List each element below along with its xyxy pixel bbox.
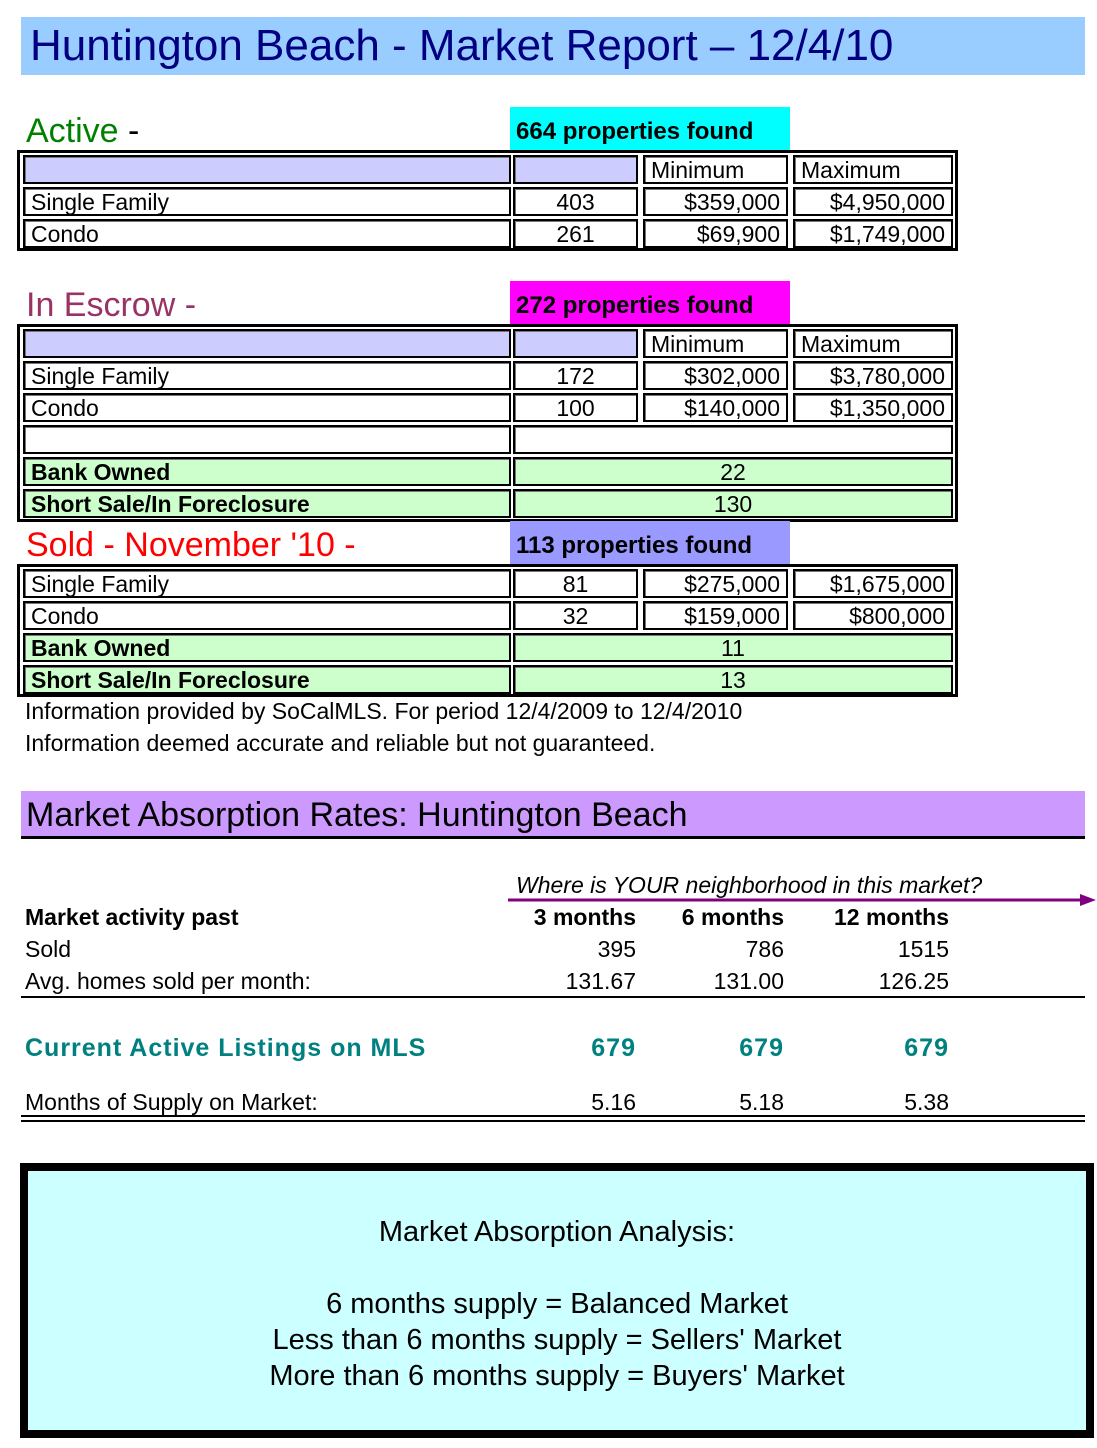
sold-label: Sold	[25, 936, 72, 962]
escrow-table	[17, 324, 958, 522]
bank-owned-label: Bank Owned	[23, 457, 511, 486]
row-count: 172	[513, 361, 638, 390]
short-sale-label: Short Sale/In Foreclosure	[23, 489, 511, 518]
page-title: Huntington Beach - Market Report – 12/4/10	[30, 21, 894, 70]
row-type: Condo	[23, 219, 511, 248]
analysis-line: Less than 6 months supply = Sellers' Market	[272, 1324, 842, 1356]
header-count-cell	[513, 329, 638, 358]
row-count: 32	[513, 601, 638, 630]
avg-label: Avg. homes sold per month:	[25, 968, 311, 994]
bank-owned-label: Bank Owned	[23, 633, 511, 662]
analysis-line: More than 6 months supply = Buyers' Market	[269, 1360, 845, 1392]
header-type-cell	[23, 155, 511, 184]
row-min: $159,000	[643, 601, 788, 630]
sold-3-months: 395	[597, 936, 636, 962]
row-type: Single Family	[23, 187, 511, 216]
avg-6-months: 131.00	[713, 968, 784, 994]
header-maximum: Maximum	[793, 329, 953, 358]
supply-6-months: 5.18	[739, 1089, 784, 1115]
supply-label: Months of Supply on Market:	[25, 1089, 318, 1115]
header-maximum: Maximum	[793, 155, 953, 184]
active-label: Active	[26, 112, 119, 150]
row-count: 100	[513, 393, 638, 422]
row-max: $4,950,000	[793, 187, 953, 216]
analysis-box	[20, 1163, 1094, 1438]
header-count-cell	[513, 155, 638, 184]
source-note: Information provided by SoCalMLS. For period 12/4/2009 to 12/4/2010	[25, 698, 743, 724]
activity-label: Market activity past	[25, 904, 239, 930]
row-max: $1,350,000	[793, 393, 953, 422]
supply-3-months: 5.16	[591, 1089, 636, 1115]
short-sale-value: 13	[513, 665, 953, 694]
row-min: $275,000	[643, 569, 788, 598]
blank-cell	[513, 425, 953, 454]
row-count: 403	[513, 187, 638, 216]
row-min: $302,000	[643, 361, 788, 390]
divider	[21, 996, 1085, 998]
active-table	[17, 150, 958, 251]
disclaimer-note: Information deemed accurate and reliable but not guaranteed.	[25, 730, 656, 756]
escrow-section-label: In Escrow -	[26, 286, 197, 324]
sold-section-label: Sold - November '10 -	[26, 526, 356, 564]
active-found-badge: 664 properties found	[510, 107, 790, 150]
header-minimum: Minimum	[643, 155, 788, 184]
active-listings-6-months: 679	[739, 1034, 784, 1062]
neighborhood-question: Where is YOUR neighborhood in this market?	[516, 872, 983, 898]
active-listings-12-months: 679	[904, 1034, 949, 1062]
row-count: 261	[513, 219, 638, 248]
row-count: 81	[513, 569, 638, 598]
analysis-line: 6 months supply = Balanced Market	[326, 1288, 788, 1320]
header-minimum: Minimum	[643, 329, 788, 358]
row-max: $1,675,000	[793, 569, 953, 598]
avg-12-months: 126.25	[878, 968, 949, 994]
active-listings-3-months: 679	[591, 1034, 636, 1062]
absorption-title: Market Absorption Rates: Huntington Beach	[26, 796, 688, 834]
short-sale-label: Short Sale/In Foreclosure	[23, 665, 511, 694]
row-type: Single Family	[23, 569, 511, 598]
header-type-cell	[23, 329, 511, 358]
sold-found-badge: 113 properties found	[510, 521, 790, 564]
active-dash: -	[118, 112, 140, 150]
divider	[21, 1115, 1085, 1117]
row-max: $3,780,000	[793, 361, 953, 390]
sold-6-months: 786	[745, 936, 784, 962]
row-type: Single Family	[23, 361, 511, 390]
active-section-label	[26, 111, 139, 151]
row-type: Condo	[23, 601, 511, 630]
avg-3-months: 131.67	[565, 968, 636, 994]
sold-table	[17, 564, 958, 697]
period-12-months: 12 months	[833, 904, 949, 930]
row-min: $140,000	[643, 393, 788, 422]
row-min: $69,900	[643, 219, 788, 248]
sold-12-months: 1515	[897, 936, 949, 962]
analysis-title: Market Absorption Analysis:	[378, 1216, 736, 1248]
escrow-found-badge: 272 properties found	[510, 281, 790, 324]
period-6-months: 6 months	[681, 904, 784, 930]
row-max: $800,000	[793, 601, 953, 630]
short-sale-value: 130	[513, 489, 953, 518]
row-max: $1,749,000	[793, 219, 953, 248]
divider	[21, 1120, 1085, 1122]
row-type: Condo	[23, 393, 511, 422]
period-3-months: 3 months	[533, 904, 636, 930]
supply-12-months: 5.38	[904, 1089, 949, 1115]
bank-owned-value: 22	[513, 457, 953, 486]
active-listings-label: Current Active Listings on MLS	[25, 1034, 427, 1062]
bank-owned-value: 11	[513, 633, 953, 662]
blank-cell	[23, 425, 511, 454]
row-min: $359,000	[643, 187, 788, 216]
